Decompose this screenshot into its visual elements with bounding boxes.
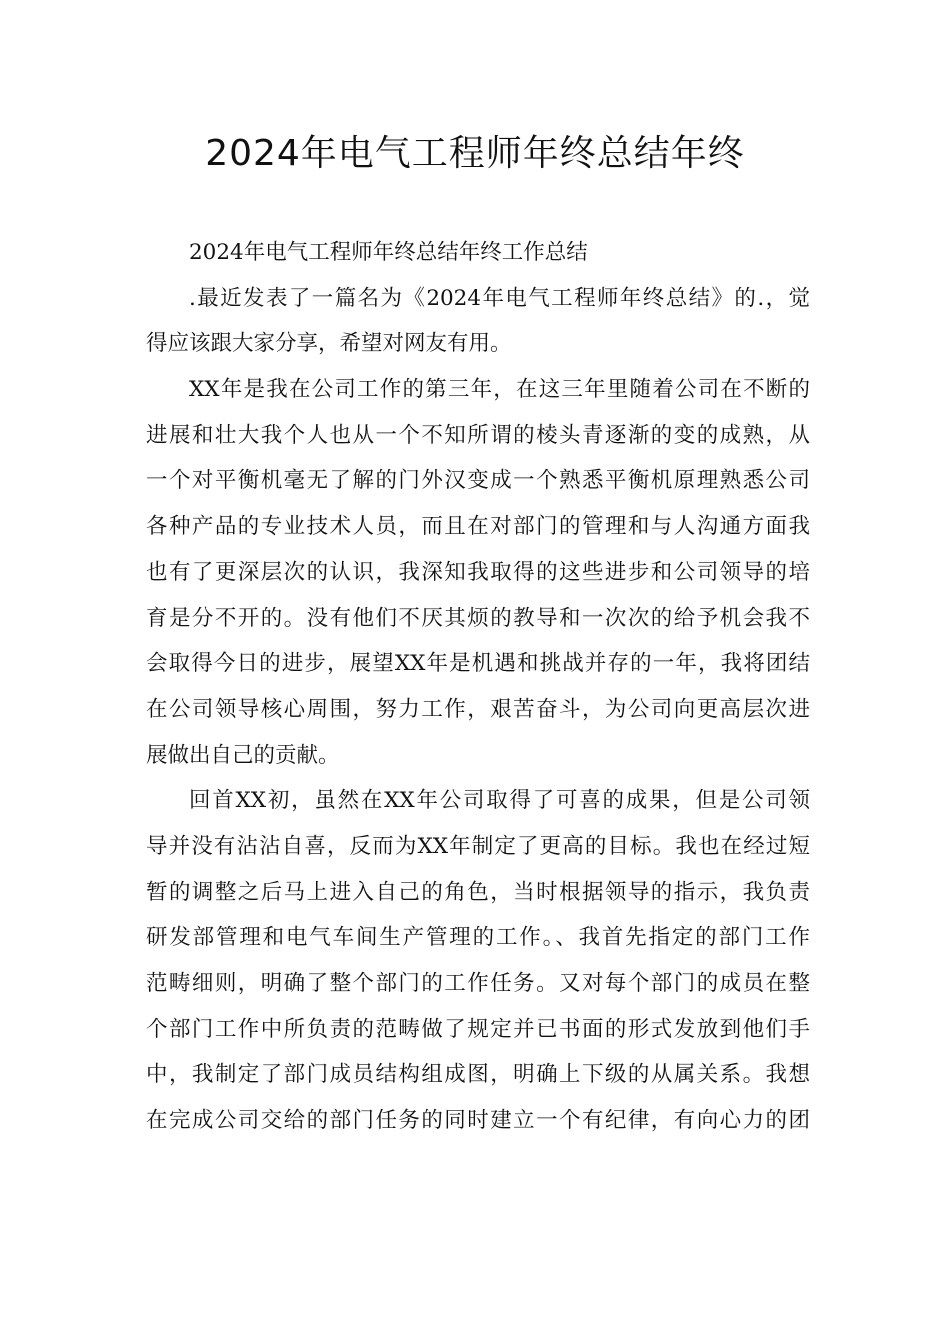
- text-line: 个部门工作中所负责的范畴做了规定并已书面的形式发放到他们手: [146, 1016, 810, 1042]
- text-line: 2024年电气工程师年终总结年终工作总结: [189, 240, 588, 265]
- text-line: .最近发表了一篇名为《2024年电气工程师年终总结》的.，觉: [189, 285, 810, 311]
- text-line: 在公司领导核心周围，努力工作，艰苦奋斗，为公司向更高层次进: [146, 696, 810, 722]
- text-line: 各种产品的专业技术人员，而且在对部门的管理和与人沟通方面我: [146, 514, 810, 540]
- text-line: 回首XX初，虽然在XX年公司取得了可喜的成果，但是公司领: [189, 788, 810, 814]
- text-line: 在完成公司交给的部门任务的同时建立一个有纪律，有向心力的团: [146, 1108, 810, 1134]
- paragraph-intro: [146, 276, 810, 367]
- text-line: 中，我制定了部门成员结构组成图，明确上下级的从属关系。我想: [146, 1062, 810, 1088]
- text-line: 进展和壮大我个人也从一个不知所谓的棱头青逐渐的变的成熟，从: [146, 422, 810, 448]
- text-line: 暂的调整之后马上进入自己的角色，当时根据领导的指示，我负责: [146, 879, 810, 905]
- document-title: 2024年电气工程师年终总结年终: [205, 133, 745, 174]
- paragraph-subtitle: [146, 230, 810, 276]
- text-line: 育是分不开的。没有他们不厌其烦的教导和一次次的给予机会我不: [146, 605, 810, 631]
- text-line: 研发部管理和电气车间生产管理的工作。、我首先指定的部门工作: [146, 925, 810, 951]
- text-line: 导并没有沾沾自喜，反而为XX年制定了更高的目标。我也在经过短: [146, 833, 810, 859]
- text-line: 展做出自己的贡献。: [146, 742, 340, 768]
- text-line: 得应该跟大家分享，希望对网友有用。: [146, 331, 512, 357]
- text-line: 一个对平衡机毫无了解的门外汉变成一个熟悉平衡机原理熟悉公司: [146, 468, 810, 494]
- text-line: 范畴细则，明确了整个部门的工作任务。又对每个部门的成员在整: [146, 971, 810, 996]
- document-body: [146, 230, 810, 1144]
- text-line: 会取得今日的进步，展望XX年是机遇和挑战并存的一年，我将团结: [146, 651, 810, 677]
- paragraph-third-year: [146, 367, 810, 778]
- text-line: 也有了更深层次的认识，我深知我取得的这些进步和公司领导的培: [146, 559, 810, 585]
- text-line: XX年是我在公司工作的第三年，在这三年里随着公司在不断的: [189, 377, 810, 403]
- paragraph-review: [146, 778, 810, 1144]
